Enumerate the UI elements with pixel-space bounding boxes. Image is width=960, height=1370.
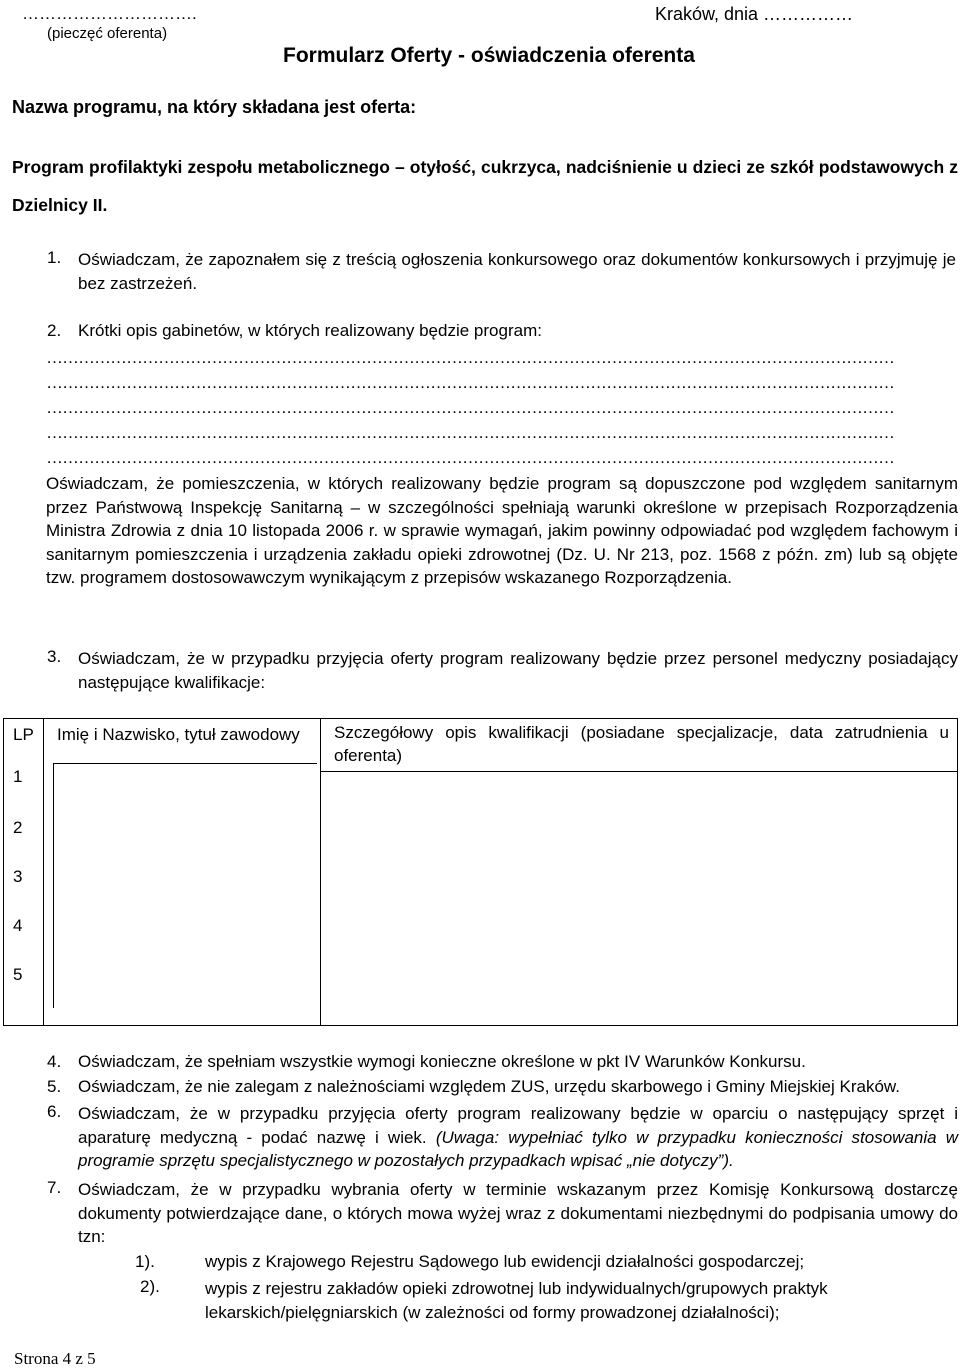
item-4-number: 4. (47, 1052, 62, 1071)
name-inner-box (53, 763, 317, 1008)
item-7-number: 7. (47, 1178, 62, 1197)
item-6-text (78, 1102, 958, 1173)
item-5-number: 5. (47, 1077, 62, 1096)
lp-row-4: 4 (13, 916, 23, 935)
lp-column (4, 719, 44, 1026)
dot-line-4: …………………………………………………………………………………………………………………………………………… (46, 423, 894, 442)
qualifications-column (321, 719, 958, 1026)
lp-header: LP (13, 725, 34, 744)
item-4-text: Oświadczam, że spełniam wszystkie wymogi konieczne określone w pkt IV Warunków Konkursu. (78, 1052, 806, 1071)
name-column (44, 719, 321, 1026)
lp-row-3: 3 (13, 867, 23, 886)
dot-line-2: …………………………………………………………………………………………………………………………………………… (46, 373, 894, 392)
item-6-number: 6. (47, 1102, 62, 1121)
sub-item-1-number: 1). (135, 1252, 155, 1271)
dot-line-5: …………………………………………………………………………………………………………………………………………… (46, 448, 894, 467)
sub-item-2-number: 2). (140, 1277, 160, 1296)
lp-row-5: 5 (13, 965, 23, 984)
qualifications-table (3, 718, 958, 1026)
dot-line-1: …………………………………………………………………………………………………………………………………………… (46, 348, 894, 367)
page-title: Formularz Oferty - oświadczenia oferenta (283, 44, 695, 67)
item-2-number: 2. (47, 321, 62, 340)
item-3-number: 3. (47, 647, 62, 666)
item-1-text: Oświadczam, że zapoznałem się z treścią ogłoszenia konkursowego oraz dokumentów konkursowych i przyjmuję je bez zastrzeżeń. (78, 250, 956, 293)
program-label: Nazwa programu, na który składana jest oferta: (12, 97, 417, 117)
program-name: Program profilaktyki zespołu metabolicznego – otyłość, cukrzyca, nadciśnienie u dzieci ze szkół podstawowych z Dzielnicy II. (12, 157, 958, 215)
lp-row-2: 2 (13, 818, 23, 837)
item-6-note: (Uwaga: wypełniać tylko w przypadku konieczności stosowania w programie sprzętu specjalistycznego w pozostałych przypadkach wpisać „nie dotyczy”). (78, 1127, 958, 1170)
item-5-text: Oświadczam, że nie zalegam z należnościami względem ZUS, urzędu skarbowego i Gminy Miejskiej Kraków. (78, 1077, 900, 1096)
item-6-body: Oświadczam, że w przypadku przyjęcia oferty program realizowany będzie w oparciu o następujący sprzęt i aparaturę medyczną - podać nazwę i wiek. (78, 1104, 958, 1147)
name-header: Imię i Nazwisko, tytuł zawodowy (57, 725, 300, 744)
page-number: Strona 4 z 5 (14, 1349, 96, 1368)
item-2-text: Krótki opis gabinetów, w których realizowany będzie program: (78, 321, 542, 340)
stamp-label: (pieczęć oferenta) (47, 25, 168, 42)
premises-declaration: Oświadczam, że pomieszczenia, w których realizowany będzie program są dopuszczone pod względem sanitarnym przez Państwową Inspekcję Sanitarną – w szczególności spełniają warunki określone w przepisach Rozporządzenia Ministra Zdrowia z dnia 10 listopada 2006 r. w sprawie wymagań, jakim powinny odpowiadać pod względem fachowym i sanitarnym pomieszczenia i urządzenia zakładu opieki zdrowotnej (Dz. U. Nr 213, poz. 1568 z późn. zm) lub są objęte tzw. programem dostosowawczym wynikającym z przepisów wskazanego Rozporządzenia. (46, 474, 958, 587)
qualifications-header: Szczegółowy opis kwalifikacji (posiadane specjalizacje, data zatrudnienia u oferenta) (334, 723, 949, 765)
item-3-text: Oświadczam, że w przypadku przyjęcia oferty program realizowany będzie przez personel medyczny posiadający następujące kwalifikacje: (78, 649, 958, 692)
sub-item-1-text: wypis z Krajowego Rejestru Sądowego lub ewidencji działalności gospodarczej; (205, 1252, 805, 1271)
place-date: Kraków, dnia …………… (655, 4, 854, 24)
qualifications-inner-box (321, 771, 957, 1020)
item-1-number: 1. (47, 248, 62, 267)
dot-line-3: …………………………………………………………………………………………………………………………………………… (46, 398, 894, 417)
sub-item-2-text: wypis z rejestru zakładów opieki zdrowotnej lub indywidualnych/grupowych praktyk lekarskich/pielęgniarskich (w zależności od formy prowadzonej działalności); (205, 1279, 828, 1322)
item-7-text: Oświadczam, że w przypadku wybrania oferty w terminie wskazanym przez Komisję Konkursową dostarczę dokumenty potwierdzające dane, o których mowa wyżej wraz z dokumentami niezbędnymi do podpisania umowy do tzn: (78, 1180, 958, 1246)
stamp-dots: …………………………. (22, 4, 197, 23)
lp-row-1: 1 (13, 767, 23, 786)
